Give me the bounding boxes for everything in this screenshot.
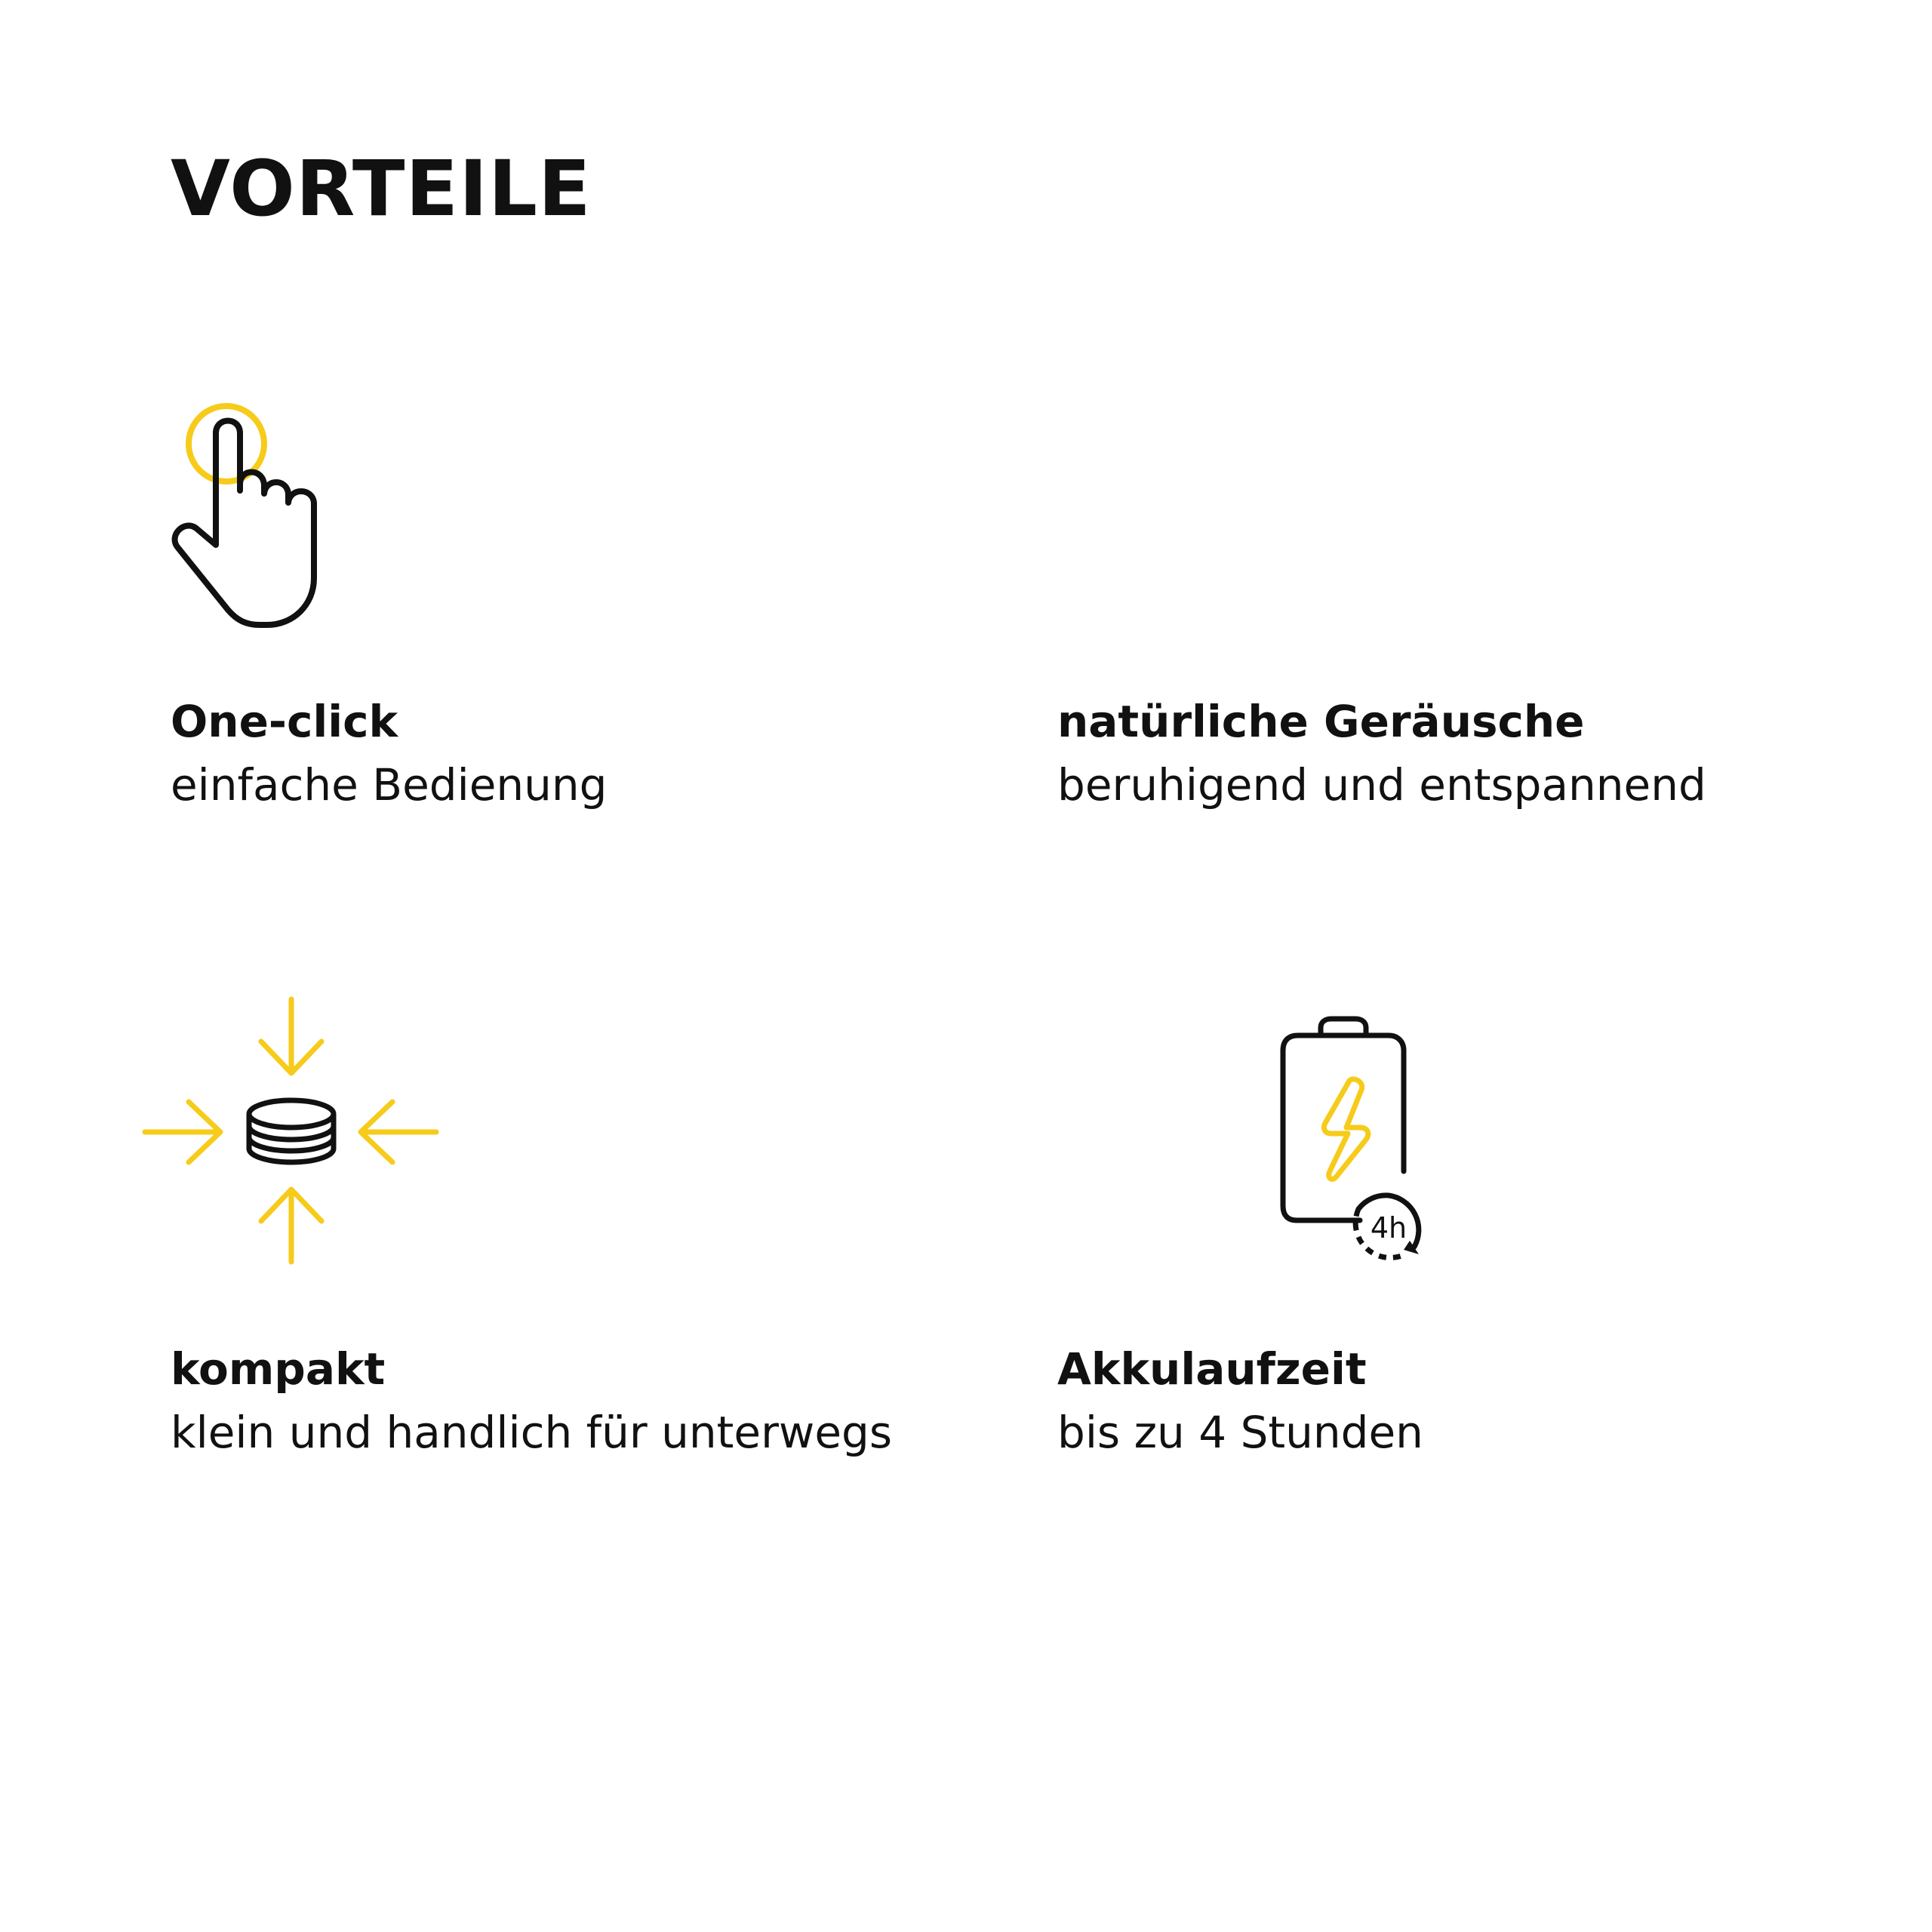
feature-title: kompakt (171, 1343, 386, 1395)
feature-title: Akkulaufzeit (1057, 1343, 1367, 1395)
feature-subtitle: einfache Bedienung (171, 758, 608, 811)
feature-title: One-click (171, 696, 398, 747)
compact-device-arrows-icon (136, 989, 453, 1275)
feature-natural-sounds (1057, 696, 1706, 811)
hand-pointer-icon (165, 400, 338, 634)
battery-charge-icon (1275, 1011, 1434, 1260)
page-title: VORTEILE (171, 144, 592, 234)
feature-subtitle: beruhigend und entspannend (1057, 758, 1706, 811)
badge-label: 4h (1370, 1211, 1407, 1244)
feature-title: natürliche Geräusche (1057, 696, 1585, 747)
device-stack-icon (249, 1100, 334, 1162)
arrow-up-icon (261, 1189, 321, 1262)
feature-subtitle: bis zu 4 Stunden (1057, 1406, 1423, 1458)
arrow-down-icon (261, 999, 321, 1073)
lightning-icon (1324, 1079, 1367, 1180)
arrow-right-icon (145, 1102, 220, 1162)
arrow-left-icon (361, 1102, 436, 1162)
feature-one-click (171, 696, 607, 811)
feature-battery-life (1057, 1343, 1423, 1459)
feature-subtitle: klein und handlich für unterwegs (171, 1406, 893, 1458)
feature-compact (171, 1343, 892, 1459)
